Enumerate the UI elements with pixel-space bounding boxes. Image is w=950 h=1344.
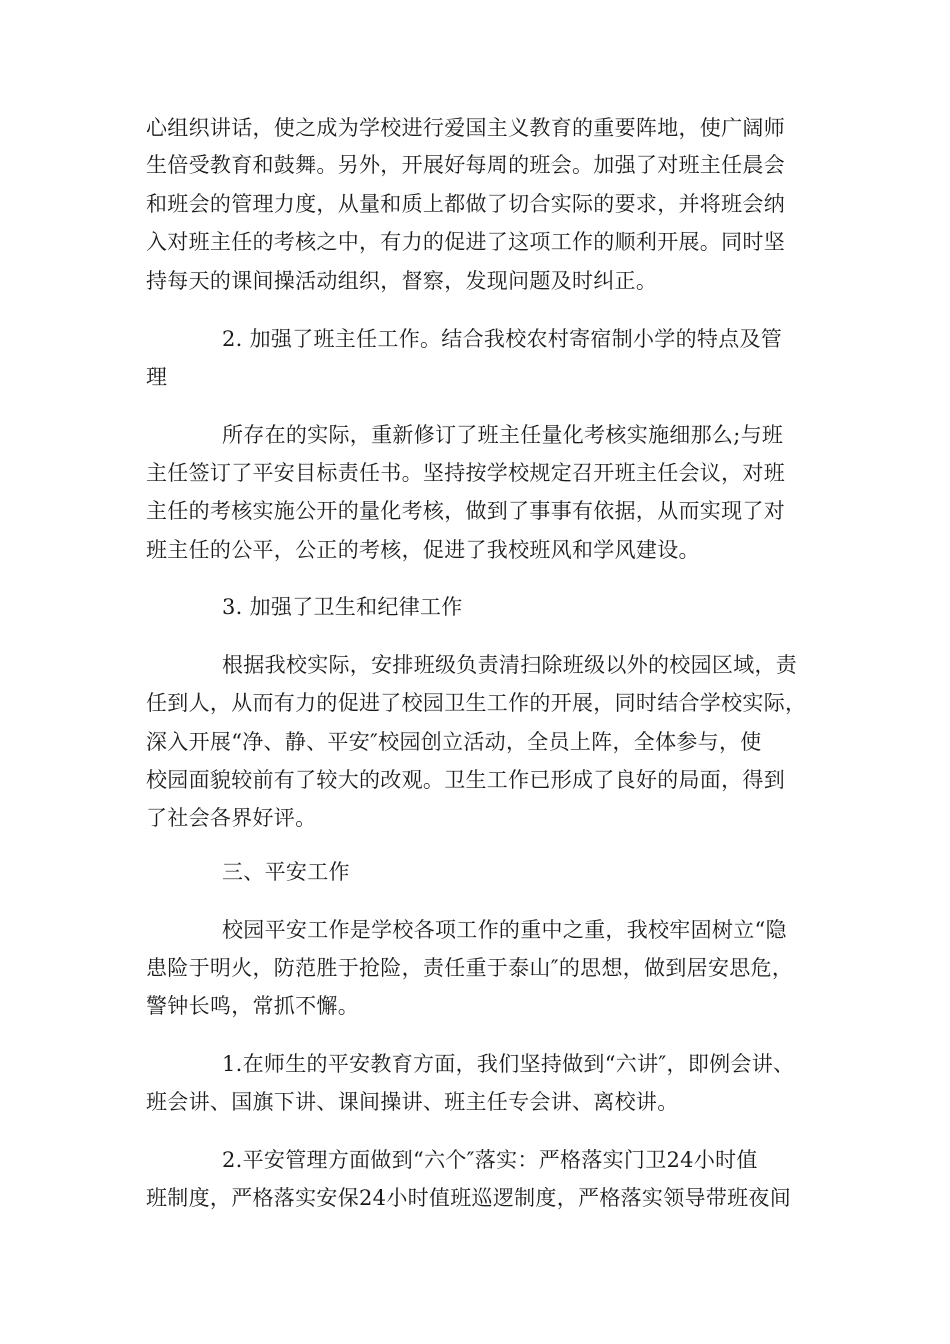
paragraph-line: 主任签订了平安目标责任书。坚持按学校规定召开班主任会议，对班 <box>146 461 785 485</box>
paragraph-line: 警钟长鸣，常抓不懈。 <box>146 994 359 1018</box>
paragraph-line: 所存在的实际，重新修订了班主任量化考核实施细那么;与班 <box>222 423 784 447</box>
paragraph-line: 心组织讲话，使之成为学校进行爱国主义教育的重要阵地，使广阔师 <box>146 116 785 140</box>
paragraph-line: 和班会的管理力度，从量和质上都做了切合实际的要求，并将班会纳 <box>146 192 785 216</box>
paragraph-line: 2.平安管理方面做到“六个″落实：严格落实门卫24小时值 <box>222 1148 758 1172</box>
section-heading: 3. 加强了卫生和纪律工作 <box>222 595 463 619</box>
paragraph-line: 理 <box>146 365 168 389</box>
paragraph-line: 校园平安工作是学校各项工作的重中之重，我校牢固树立“隐 <box>222 918 787 942</box>
paragraph-line: 班会讲、国旗下讲、课间操讲、班主任专会讲、离校讲。 <box>146 1090 679 1114</box>
section-heading: 三、平安工作 <box>222 860 350 884</box>
paragraph-line: 主任的考核实施公开的量化考核，做到了事事有依据，从而实现了对 <box>146 499 785 523</box>
paragraph-line: 班制度，严格落实安保24小时值班巡逻制度，严格落实领导带班夜间 <box>146 1186 792 1210</box>
paragraph-line: 根据我校实际，安排班级负责清扫除班级以外的校园区域，责 <box>222 653 798 677</box>
paragraph-line: 了社会各界好评。 <box>146 806 317 830</box>
section-heading: 2. 加强了班主任工作。结合我校农村寄宿制小学的特点及管 <box>222 327 783 351</box>
paragraph-line: 生倍受教育和鼓舞。另外，开展好每周的班会。加强了对班主任晨会 <box>146 153 785 177</box>
paragraph-line: 1.在师生的平安教育方面，我们坚持做到“六讲″，即例会讲、 <box>222 1052 795 1076</box>
paragraph-line: 入对班主任的考核之中，有力的促进了这项工作的顺利开展。同时坚 <box>146 230 785 254</box>
paragraph-line: 任到人，从而有力的促进了校园卫生工作的开展，同时结合学校实际， <box>146 691 807 715</box>
paragraph-line: 持每天的课间操活动组织，督察，发现问题及时纠正。 <box>146 269 658 293</box>
paragraph-line: 校园面貌较前有了较大的改观。卫生工作已形成了良好的局面，得到 <box>146 768 785 792</box>
paragraph-line: 深入开展“净、静、平安″校园创立活动，全员上阵，全体参与，使 <box>146 730 762 754</box>
paragraph-line: 患险于明火，防范胜于抢险，责任重于泰山″的思想，做到居安思危， <box>146 956 794 980</box>
paragraph-line: 班主任的公平，公正的考核，促进了我校班风和学风建设。 <box>146 538 700 562</box>
